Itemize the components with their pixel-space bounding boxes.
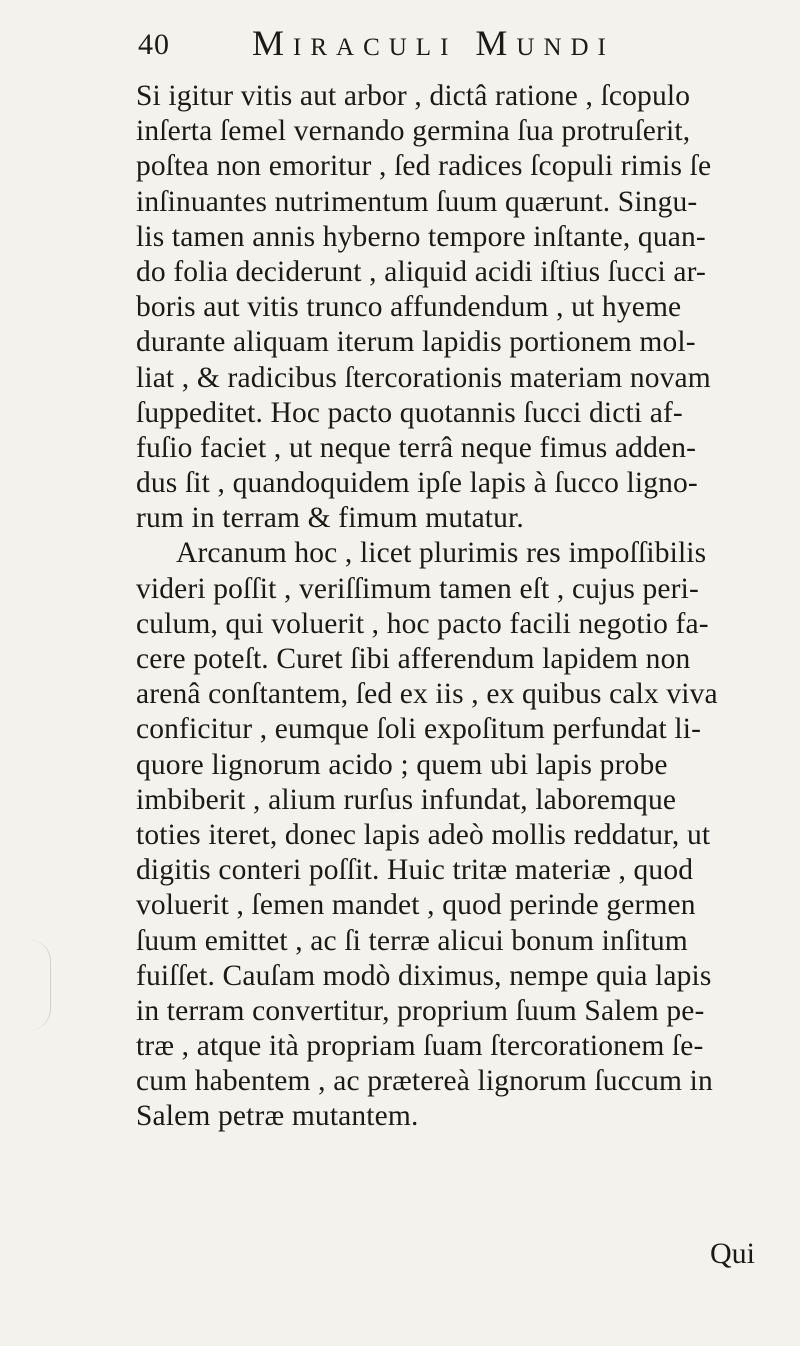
- text-line: rum in terram & fimum mutatur.: [136, 502, 524, 535]
- page-number: 40: [138, 28, 170, 61]
- text-line: quore lignorum acido ; quem ubi lapis probe: [136, 748, 668, 781]
- text-line: fuſio faciet , ut neque terrâ neque fimus adden-: [136, 431, 697, 464]
- text-line: conficitur , eumque ſoli expoſitum perfundat li-: [136, 713, 702, 746]
- text-line: cum habentem , ac prætereà lignorum ſuccum in: [136, 1065, 713, 1098]
- text-line: in terram convertitur, proprium ſuum Salem pe-: [136, 994, 705, 1027]
- page-edge-mark: [30, 940, 51, 1030]
- text-line: digitis conteri poſſit. Huic tritæ materiæ , quod: [136, 854, 694, 887]
- text-line: arenâ conſtantem, ſed ex iis , ex quibus calx viva: [136, 678, 718, 711]
- text-line: boris aut vitis trunco affundendum , ut hyeme: [136, 291, 682, 324]
- text-line: culum, qui voluerit , hoc pacto facili negotio fa-: [136, 607, 709, 640]
- text-line: voluerit , ſemen mandet , quod perinde germen: [136, 889, 696, 922]
- text-line: imbiberit , alium rurſus infundat, laboremque: [136, 783, 677, 816]
- text-line: cere poteſt. Curet ſibi afferendum lapidem non: [136, 643, 691, 675]
- text-line: inſinuantes nutrimentum ſuum quærunt. Singu-: [136, 185, 698, 218]
- text-line: træ , atque ità propriam ſuam ſtercorationem ſe-: [136, 1030, 704, 1063]
- text-line: ſuum emittet , ac ſi terræ alicui bonum inſitum: [136, 924, 688, 957]
- running-title: Miraculi Mundi: [252, 23, 615, 63]
- text-line: ſuppeditet. Hoc pacto quotannis ſucci dicti af-: [136, 396, 683, 429]
- text-line: fuiſſet. Cauſam modò diximus, nempe quia lapis: [136, 959, 712, 992]
- catchword: Qui: [710, 1237, 755, 1270]
- text-line: dus ſit , quandoquidem ipſe lapis à ſucco ligno-: [136, 467, 698, 500]
- running-head: [138, 22, 778, 72]
- text-line: inſerta ſemel vernando germina ſua protruſerit,: [136, 115, 691, 148]
- paragraph-start-line: Arcanum hoc , licet plurimis res impoſſibilis: [176, 537, 707, 570]
- text-line: Salem petræ mutantem.: [136, 1100, 419, 1133]
- text-line: durante aliquam iterum lapidis portionem mol-: [136, 326, 696, 359]
- text-line: liat , & radicibus ſtercorationis materiam novam: [136, 361, 711, 394]
- text-line: Si igitur vitis aut arbor , dictâ ratione , ſcopulo: [136, 80, 691, 112]
- text-line: poſtea non emoritur , ſed radices ſcopuli rimis ſe: [136, 150, 712, 183]
- text-line: videri poſſit , veriſſimum tamen eſt , cujus peri-: [136, 572, 699, 605]
- text-line: lis tamen annis hyberno tempore inſtante, quan-: [136, 220, 706, 253]
- text-line: toties iteret, donec lapis adeò mollis reddatur, ut: [136, 818, 711, 851]
- body-text: [136, 79, 796, 1135]
- text-line: do folia deciderunt , aliquid acidi iſtius ſucci ar-: [136, 255, 706, 288]
